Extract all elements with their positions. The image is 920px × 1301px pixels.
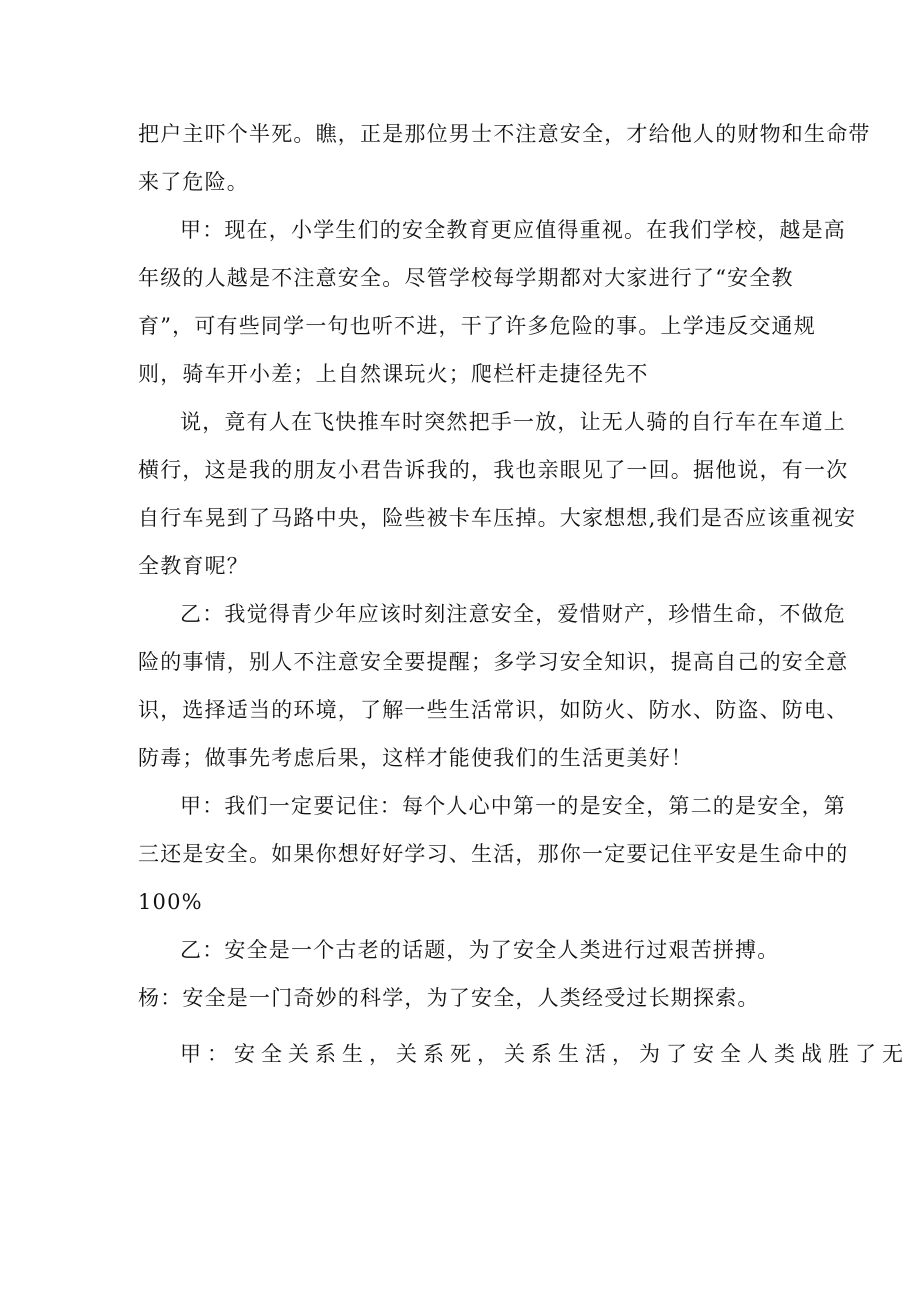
text-line: 把户主吓个半死。瞧，正是那位男士不注意安全，才给他人的财物和生命带 bbox=[138, 122, 871, 146]
text-line: 杨：安全是一门奇妙的科学，为了安全，人类经受过长期探索。 bbox=[138, 986, 760, 1010]
text-line: 说，竟有人在飞快推车时突然把手一放，让无人骑的自行车在车道上 bbox=[180, 410, 846, 434]
text-line: 乙：安全是一个古老的话题，为了安全人类进行过艰苦拼搏。 bbox=[180, 938, 780, 962]
text-line: 险的事情，别人不注意安全要提醒；多学习安全知识，提高自己的安全意 bbox=[138, 650, 849, 674]
text-line: 乙：我觉得青少年应该时刻注意安全，爱惜财产，珍惜生命，不做危 bbox=[180, 602, 846, 626]
text-line: 则，骑车开小差；上自然课玩火；爬栏杆走捷径先不 bbox=[138, 362, 649, 386]
text-line: 全教育呢？ bbox=[138, 554, 249, 578]
text-line: 100% bbox=[138, 890, 203, 914]
text-line: 年级的人越是不注意安全。尽管学校每学期都对大家进行了“安全教 bbox=[138, 266, 794, 290]
text-line: 防毒；做事先考虑后果，这样才能使我们的生活更美好！ bbox=[138, 746, 693, 770]
text-line: 育”，可有些同学一句也听不进，干了许多危险的事。上学违反交通规 bbox=[138, 314, 816, 338]
text-line: 甲：我们一定要记住：每个人心中第一的是安全，第二的是安全，第 bbox=[180, 794, 846, 818]
text-line: 甲：安全关系生，关系死，关系生活，为了安全人类战胜了无 bbox=[180, 1042, 909, 1066]
text-line: 自行车晃到了马路中央，险些被卡车压掉。大家想想,我们是否应该重视安 bbox=[138, 506, 857, 530]
text-line: 识，选择适当的环境，了解一些生活常识，如防火、防水、防盗、防电、 bbox=[138, 698, 849, 722]
text-line: 来了危险。 bbox=[138, 170, 249, 194]
text-line: 甲：现在，小学生们的安全教育更应值得重视。在我们学校，越是高 bbox=[180, 218, 846, 242]
text-line: 三还是安全。如果你想好好学习、生活，那你一定要记住平安是生命中的 bbox=[138, 842, 849, 866]
text-line: 横行，这是我的朋友小君告诉我的，我也亲眼见了一回。据他说，有一次 bbox=[138, 458, 849, 482]
